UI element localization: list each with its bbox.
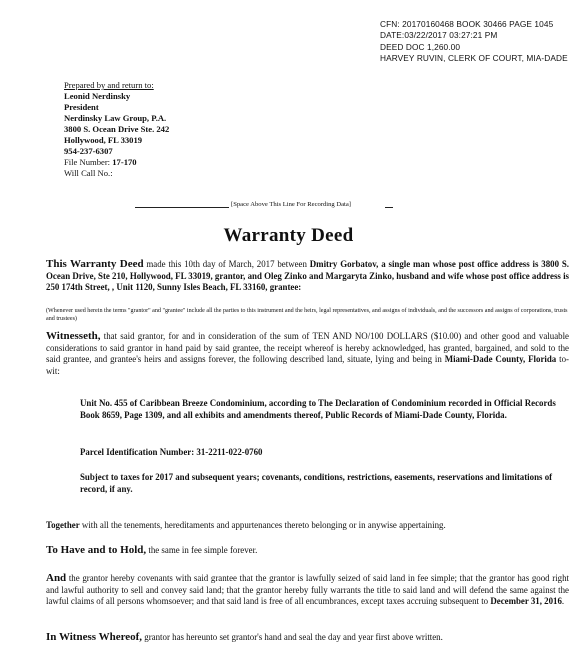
witnesseth-lead: Witnesseth, — [46, 330, 101, 342]
parcel-id: Parcel Identification Number: 31-2211-022-0760 — [80, 447, 263, 457]
definitions-note: (Whenever used herein the terms "grantor" and "grantee" include all the parties to this instrument and the heirs, legal representatives, and assigns of individuals, and the successors and assigns of corporations, trusts and trustees) — [46, 308, 568, 323]
witnesseth-paragraph — [46, 331, 569, 377]
stamp-cfn: CFN: 20170160468 BOOK 30466 PAGE 1045 — [380, 19, 554, 29]
preparer-phone: 954-237-6307 — [64, 146, 113, 156]
recording-rule-left — [135, 207, 229, 208]
together-paragraph — [46, 520, 569, 532]
intro-paragraph — [46, 259, 569, 294]
to-have-lead: To Have and to Hold, — [46, 544, 147, 556]
will-call-label: Will Call No.: — [64, 168, 113, 178]
file-number-row — [64, 157, 169, 168]
witness-whereof-paragraph — [46, 632, 569, 644]
stamp-date: DATE:03/22/2017 03:27:21 PM — [380, 30, 498, 41]
recording-rule-right — [385, 207, 393, 208]
recording-line-text: [Space Above This Line For Recording Data] — [231, 201, 352, 208]
covenants-text-2: . — [561, 596, 565, 607]
preparer-name: Leonid Nerdinsky — [64, 91, 131, 101]
intro-text-2: Dmitry Gorbatov, a single man whose post office address is 3800 S. Ocean Drive, Ste 210, Hollywood, FL 33019, grantor, and Oleg Zinko and Margaryta Zinko, husband and wife whose post office address is 250 174th Street, , Unit 1120, Sunny Isles Beach, FL 33160, grantee: — [46, 259, 569, 293]
recording-stamp — [380, 19, 576, 64]
to-have-text: the same in fee simple forever. — [146, 545, 258, 555]
preparer-heading: Prepared by and return to: — [64, 80, 154, 90]
witness-whereof-text: grantor has hereunto set grantor's hand and seal the day and year first above written. — [142, 632, 443, 642]
witness-whereof-lead: In Witness Whereof, — [46, 631, 143, 643]
stamp-clerk: HARVEY RUVIN, CLERK OF COURT, MIA-DADE — [380, 52, 568, 63]
to-have-paragraph — [46, 545, 569, 557]
witnesseth-text-1: that said grantor, for and in consideration of the sum of TEN AND NO/100 DOLLARS ($10.00) and other good and valuable considerations to said grantor in hand paid by said grantee, the receipt whereof is hereby acknowledged, has granted, bargained, and sold to the said grantee, and grantee's heirs and assigns forever, the following described land, situate, lying and being in — [46, 331, 569, 365]
intro-text-1: made this 10th day of March, 2017 between — [143, 259, 310, 269]
covenants-paragraph — [46, 573, 569, 608]
preparer-firm: Nerdinsky Law Group, P.A. — [64, 113, 167, 123]
file-number-label: File Number: — [64, 157, 111, 167]
preparer-address-2: Hollywood, FL 33019 — [64, 135, 143, 145]
preparer-address-1: 3800 S. Ocean Drive Ste. 242 — [64, 124, 170, 134]
intro-lead: This Warranty Deed — [46, 258, 144, 270]
witnesseth-county: Miami-Dade County, Florida — [444, 354, 557, 365]
preparer-block — [64, 80, 169, 179]
covenants-date: December 31, 2016 — [490, 596, 562, 607]
file-number: 17-170 — [112, 157, 137, 167]
subject-to-clause: Subject to taxes for 2017 and subsequent years; covenants, conditions, restrictions, easements, reservations and limitations of record, if any. — [80, 472, 553, 494]
together-text: with all the tenements, hereditaments and appurtenances thereto belonging or in anywise appertaining. — [79, 520, 446, 530]
preparer-role: President — [64, 102, 99, 112]
witnesseth-text-2: to-wit: — [46, 354, 569, 376]
stamp-deed-doc: DEED DOC 1,260.00 — [380, 41, 461, 52]
recording-space-line — [135, 198, 393, 212]
covenants-text-1: the grantor hereby covenants with said grantee that the grantor is lawfully seized of said land in fee simple; that the grantor has good right and lawful authority to sell and convey said land; that the grantor hereby fully warrants the title to said land and will defend the same against the lawful claims of all persons whomsoever; and that said land is free of all encumbrances, except taxes accruing subsequent to — [46, 573, 569, 607]
document-title: Warranty Deed — [223, 225, 354, 246]
legal-description: Unit No. 455 of Caribbean Breeze Condominium, according to The Declaration of Condominium recorded in Official Records Book 8659, Page 1309, and all exhibits and amendments thereof, Public Records of Miami-Dade County, Florida. — [80, 398, 556, 420]
covenants-lead: And — [46, 572, 67, 584]
together-lead: Together — [46, 520, 80, 530]
